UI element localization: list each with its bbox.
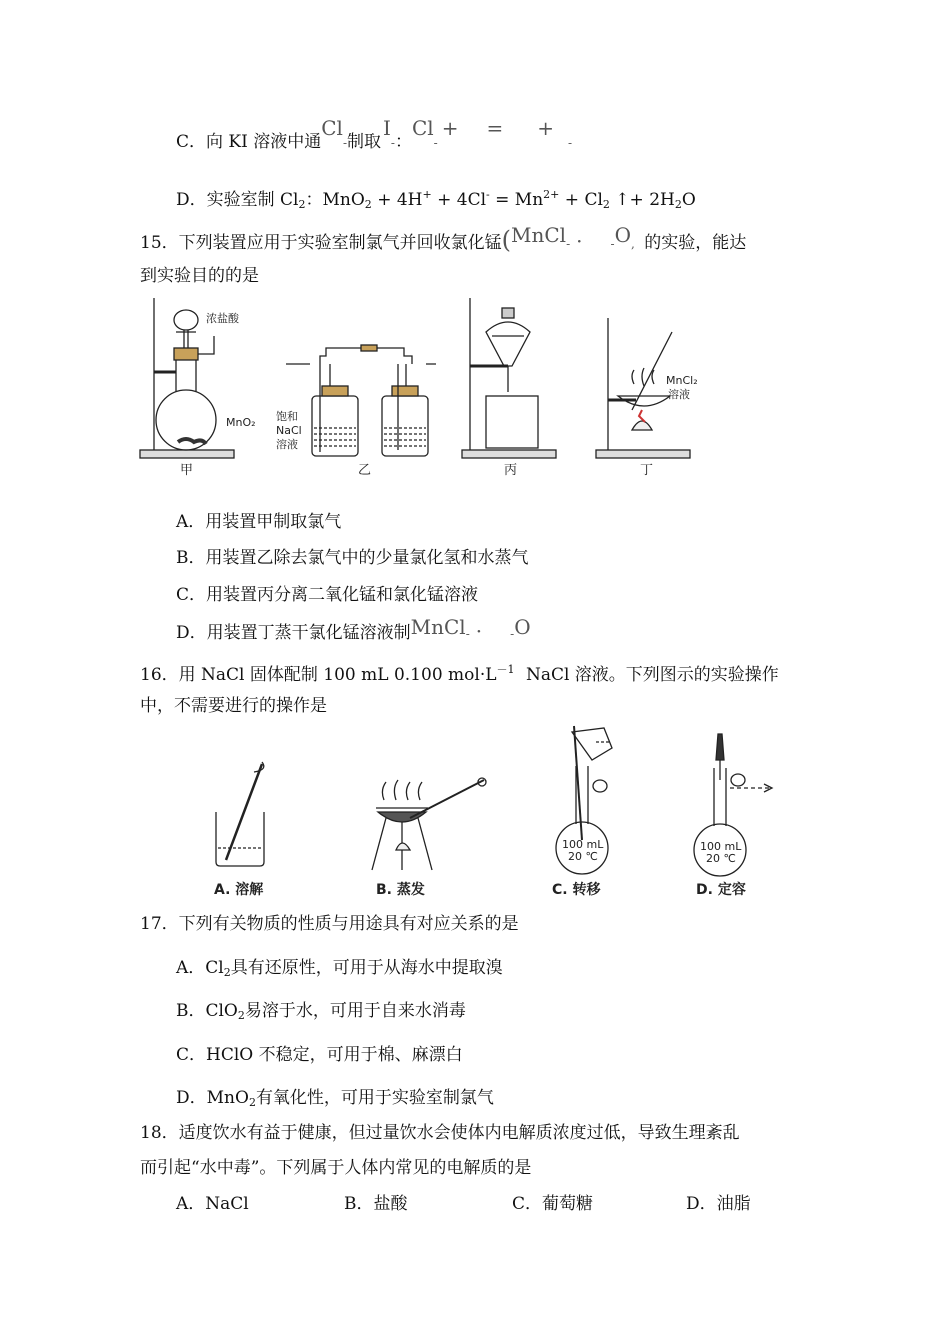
q14-c-prefix: C．向 KI 溶液中通	[176, 132, 322, 152]
q15-dash: -	[566, 237, 571, 251]
q15-dash2: -	[610, 237, 615, 251]
q16-caption-b: B. 蒸发	[376, 882, 425, 898]
q17-b-sub: 2	[237, 1009, 245, 1022]
q15-formula-o: O	[614, 223, 631, 247]
q17-a-sub: 2	[223, 966, 231, 979]
q17-option-d	[176, 1086, 494, 1115]
jia-base	[140, 450, 234, 458]
q14-c-colon: ：	[394, 132, 412, 152]
yi-caption: 乙	[358, 463, 372, 478]
q15-d-dot: ·	[475, 619, 483, 643]
ding-caption: 丁	[640, 463, 654, 478]
q14-option-d	[176, 183, 696, 217]
q16-text-b: NaCl 溶液。下列图示的实验操作	[525, 665, 779, 685]
q15-stem-line1: 15．下列装置应用于实验室制氯气并回收氯化锰(MnCl- · -O, 的实验，能达	[140, 223, 747, 254]
q17-option-c: C．HClO 不稳定，可用于棉、麻漂白	[176, 1045, 463, 1065]
q14-c-cl: Cl	[321, 116, 343, 140]
q15-formula-mncl: MnCl	[511, 223, 567, 247]
q16-sup: －1	[496, 663, 515, 676]
q14-c-i: I	[383, 116, 391, 140]
q14-c-eq: =	[486, 116, 504, 140]
yi-bottle2	[382, 396, 428, 456]
q14-d-hplus: +	[422, 188, 432, 201]
ding-label-mncl2: MnCl₂	[666, 374, 698, 387]
q14-d-h2o: ↑+ 2H	[615, 190, 675, 210]
bing-beaker	[486, 396, 538, 448]
q17-a-pre: A．Cl	[176, 958, 224, 978]
yi-label-sat: 饱和	[276, 410, 298, 423]
q14-d-cl2: + Cl	[564, 190, 603, 210]
q16-stem-line1	[140, 658, 779, 687]
q17-d-pre: D．MnO	[176, 1088, 249, 1108]
q14-c-dash2: -	[390, 136, 395, 150]
q18-option-d: D．油脂	[686, 1194, 751, 1214]
q14-d-mno2: ：MnO	[305, 190, 365, 210]
q15-d-formula: MnCl	[410, 615, 466, 639]
q18-stem-line1: 18．适度饮水有益于健康，但过量饮水会使体内电解质浓度过低，导致生理紊乱	[140, 1123, 740, 1143]
q17-b-post: 易溶于水，可用于自来水消毒	[244, 1001, 466, 1021]
q16-caption-d: D. 定容	[696, 882, 746, 898]
q17-b-pre: B．ClO	[176, 1001, 238, 1021]
q14-c-dash4: -	[568, 136, 573, 150]
q17-option-b	[176, 999, 466, 1028]
q16-d-vol: 100 mL	[700, 840, 742, 853]
q14-d-sub3: 2	[602, 198, 610, 211]
q14-d-prefix: D．实验室制 Cl	[176, 190, 299, 210]
q18-option-b: B．盐酸	[344, 1194, 408, 1214]
jia-caption: 甲	[180, 463, 194, 478]
jia-label-hcl: 浓盐酸	[206, 312, 239, 325]
q16-c-vol: 100 mL	[562, 838, 604, 851]
q16-c-temp: 20 ℃	[568, 850, 598, 863]
q15-option-b: B．用装置乙除去氯气中的少量氯化氢和水蒸气	[176, 548, 529, 568]
q16-stem-line2: 中，不需要进行的操作是	[140, 696, 327, 716]
q14-c-dash1: -	[342, 136, 347, 150]
yi-bottle1	[312, 396, 358, 456]
q17-stem: 17．下列有关物质的性质与用途具有对应关系的是	[140, 914, 519, 934]
q18-option-a: A．NaCl	[176, 1194, 249, 1214]
q17-a-post: 具有还原性，可用于从海水中提取溴	[230, 958, 503, 978]
q15-d-dash2: -	[510, 627, 515, 641]
yi-label-soln: 溶液	[276, 438, 298, 451]
q14-d-sub1: 2	[298, 198, 306, 211]
q14-c-plus1: +	[441, 116, 459, 140]
ding-evaporating-dish	[618, 396, 670, 406]
q15-apparatus-figure	[136, 292, 716, 482]
q15-text-end: 的实验，能达	[644, 233, 747, 253]
bing-separatory-funnel	[486, 322, 530, 366]
q15-option-d	[176, 615, 531, 646]
q14-d-h: + 4H	[377, 190, 423, 210]
bing-caption: 丙	[504, 463, 518, 478]
q18-stem-line2: 而引起“水中毒”。下列属于人体内常见的电解质的是	[140, 1158, 532, 1178]
q14-d-sub4: 2	[674, 198, 682, 211]
yi-label-nacl: NaCl	[276, 424, 302, 437]
q16-caption-a: A. 溶解	[214, 882, 264, 898]
q16-d-temp: 20 ℃	[706, 852, 736, 865]
q14-d-cl: + 4Cl	[437, 190, 487, 210]
q16-caption-c: C. 转移	[552, 882, 601, 898]
q14-d-mn2plus: 2+	[543, 188, 560, 201]
q15-d-dash: -	[465, 627, 470, 641]
q14-d-o: O	[681, 190, 696, 210]
q17-option-a	[176, 956, 503, 985]
q15-option-d-text: D．用装置丁蒸干氯化锰溶液制	[176, 623, 411, 643]
q14-c-cl2: Cl	[411, 116, 434, 140]
jia-funnel	[174, 310, 198, 330]
ding-label-soln: 溶液	[668, 388, 690, 401]
q18-option-c: C．葡萄糖	[512, 1194, 594, 1214]
q16-operations-figure	[196, 720, 786, 900]
jia-label-mno2: MnO₂	[226, 416, 256, 429]
q15-stem-line2: 到实验目的的是	[140, 266, 259, 286]
q16-text-a: 16．用 NaCl 固体配制 100 mL 0.100 mol·L	[140, 665, 497, 685]
q15-text: 15．下列装置应用于实验室制氯气并回收氯化锰	[140, 233, 502, 253]
q17-d-sub: 2	[248, 1096, 256, 1109]
q14-d-clminus: -	[486, 188, 490, 201]
q14-d-mn: = Mn	[495, 190, 544, 210]
q15-d-o: O	[514, 615, 531, 639]
q14-d-sub2: 2	[364, 198, 372, 211]
q14-c-mid: 制取	[347, 132, 381, 152]
ding-lamp	[632, 421, 652, 430]
q15-option-c: C．用装置丙分离二氧化锰和氯化锰溶液	[176, 585, 479, 605]
q14-c-plus2: +	[537, 116, 555, 140]
q17-d-post: 有氧化性，可用于实验室制氯气	[255, 1088, 494, 1108]
q14-option-c	[176, 116, 573, 155]
q14-c-dash3: -	[433, 136, 438, 150]
q15-dot: ·	[576, 229, 583, 253]
q15-option-a: A．用装置甲制取氯气	[176, 512, 342, 532]
